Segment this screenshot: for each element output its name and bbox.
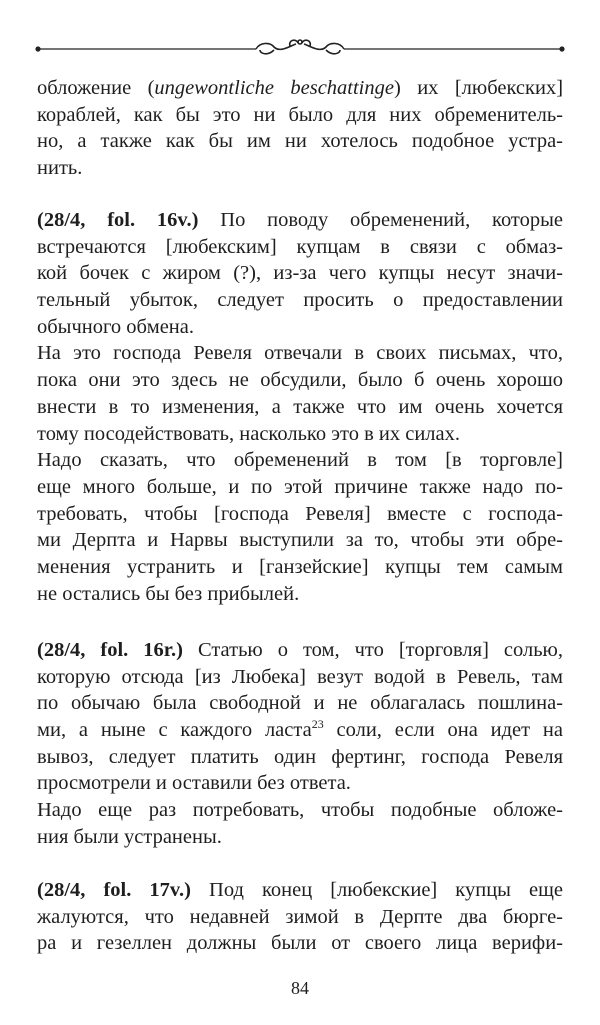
folio-reference: (28/4, fol. 17v.): [37, 879, 191, 901]
text-span: ) их [любекских]: [393, 77, 564, 99]
entry-fol-16v: [37, 207, 563, 607]
text-line: [37, 637, 563, 664]
text-line: [37, 102, 563, 129]
text-span: кой бочек с жиром (?), из-за чего купцы несут значи-: [37, 262, 563, 285]
text-line: [37, 75, 563, 102]
text-line: [37, 744, 563, 771]
text-span: просмотрели и оставили без ответа.: [37, 772, 351, 795]
text-line: [37, 930, 563, 957]
folio-reference: (28/4, fol. 16r.): [37, 639, 183, 661]
text-line: [37, 474, 563, 501]
text-span: вывоз, следует платить один фертинг, господа Ревеля: [37, 745, 563, 768]
text-line: [37, 340, 563, 367]
entry-fol-16r: [37, 637, 563, 851]
text-line: [37, 287, 563, 314]
text-span: Надо еще раз потребовать, чтобы подобные обложе-: [37, 799, 563, 822]
text-span: по обычаю была свободной и не облагалась пошлина-: [37, 692, 563, 715]
text-span: обычного обмена.: [37, 315, 195, 338]
text-span: ра и гезеллен должны были от своего лица верифи-: [37, 932, 563, 955]
paragraph-continuation: [37, 75, 563, 182]
text-line: [37, 824, 563, 851]
text-line: [37, 421, 563, 448]
text-span: которую отсюда [из Любека] везут водой в Ревель, там: [37, 665, 563, 688]
folio-reference: (28/4, fol. 16v.): [37, 209, 199, 231]
text-span: менения устранить и [ганзейские] купцы тем самым: [37, 555, 563, 578]
text-span: встречаются [любекским] купцам в связи с обмаз-: [37, 235, 563, 258]
text-line: [37, 717, 563, 744]
text-span: соли, если она идет на: [323, 719, 563, 742]
text-span: не остались бы без прибылей.: [37, 582, 300, 605]
text-span: кораблей, как бы это ни было для них обременитель-: [37, 103, 563, 126]
text-line: [37, 155, 563, 182]
text-line: [37, 904, 563, 931]
text-line: [37, 664, 563, 691]
text-span: Надо сказать, что обременений в том [в торговле]: [37, 449, 563, 472]
text-line: [37, 207, 563, 234]
text-span: Статью о том, что [торговля] солью,: [182, 639, 563, 661]
text-span: Под конец [любекские] купцы еще: [190, 879, 563, 901]
footnote-marker: 23: [311, 717, 324, 732]
text-line: [37, 447, 563, 474]
text-line: [37, 260, 563, 287]
text-span: обложение (: [37, 77, 155, 99]
page-number: 84: [291, 978, 309, 998]
text-span: пока они это здесь не обсудили, было б очень хорошо: [37, 369, 563, 392]
text-line: [37, 234, 563, 261]
text-line: [37, 314, 563, 341]
text-line: [37, 877, 563, 904]
text-line: [37, 797, 563, 824]
text-span: требовать, чтобы [господа Ревеля] вместе с господа-: [37, 502, 563, 525]
text-line: [37, 554, 563, 581]
text-span: нить.: [37, 157, 83, 180]
text-span: жалуются, что недавней зимой в Дерпте два бюрге-: [37, 905, 563, 928]
text-span: На это господа Ревеля отвечали в своих письмах, что,: [37, 342, 563, 365]
text-line: [37, 527, 563, 554]
text-span: тому посодействовать, насколько это в их силах.: [37, 422, 460, 445]
text-span: ния были устранены.: [37, 825, 222, 848]
text-line: [37, 501, 563, 528]
text-line: [37, 367, 563, 394]
text-span: внести в то изменения, а также что им очень хочется: [37, 395, 563, 418]
text-span: но, а также как бы им ни хотелось подобное устра-: [37, 130, 563, 153]
text-span: По поводу обременений, которые: [198, 209, 563, 231]
text-line: [37, 581, 563, 608]
text-span: еще много больше, и по этой причине также надо по-: [37, 475, 563, 498]
text-line: [37, 690, 563, 717]
entry-fol-17v: [37, 877, 563, 957]
text-span: ми, а ныне с каждого ласта: [37, 719, 312, 742]
text-line: [37, 394, 563, 421]
text-span: тельный убыток, следует просить о предоставлении: [37, 289, 563, 312]
text-line: [37, 128, 563, 155]
italic-term: ungewontliche beschattinge: [154, 77, 394, 99]
header-ornament-divider: [34, 36, 566, 60]
text-line: [37, 770, 563, 797]
text-span: ми Дерпта и Нарвы выступили за то, чтобы эти обре-: [37, 529, 563, 552]
